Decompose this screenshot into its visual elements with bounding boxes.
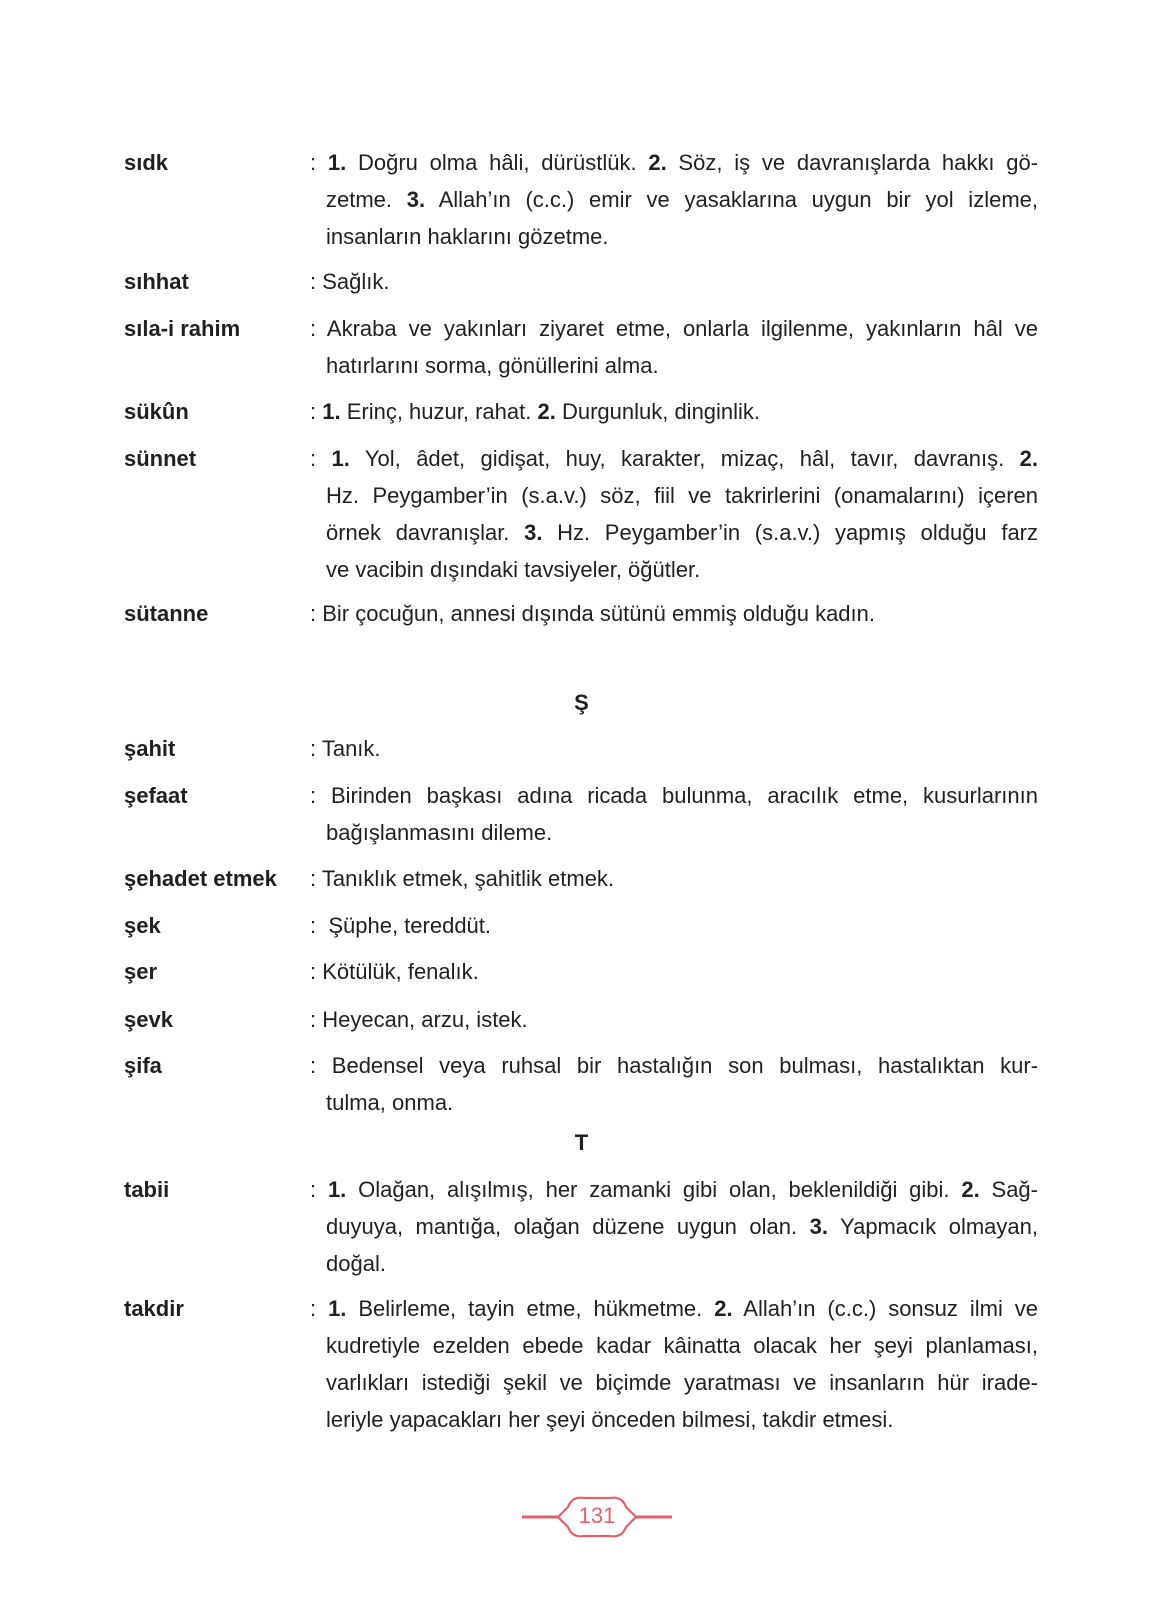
term: şahit <box>124 736 176 761</box>
term: sükûn <box>124 399 189 424</box>
term: sünnet <box>124 446 197 471</box>
definition: : Tanıklık etmek, şahitlik etmek. <box>310 866 615 891</box>
term: şifa <box>124 1053 162 1078</box>
definition: : Bir çocuğun, annesi dışında sütünü emmiş olduğu kadın. <box>310 601 876 626</box>
definition: : Tanık. <box>310 736 381 761</box>
page-number: 131 <box>578 1503 616 1528</box>
definition: : Heyecan, arzu, istek. <box>310 1007 528 1032</box>
section-letter-s-cedilla: Ş <box>574 690 589 715</box>
definition: : 1. Doğru olma hâli, dürüstlük. 2. Söz, iş ve davranışlarda hakkı gö- zetme. 3. Allah’ın (c.c.) emir ve yasaklarına uygun bir yol izleme, insanların haklarını gözetme. <box>310 150 1039 249</box>
term: sıla-i rahim <box>124 316 241 341</box>
term: sıdk <box>124 150 169 175</box>
definition: : 1. Yol, âdet, gidişat, huy, karakter, mizaç, hâl, tavır, davranış. 2. Hz. Peygamber’in (s.a.v.) söz, fiil ve takrirlerini (onamalarını) içeren örnek davranışlar. 3. Hz. Peygamber’in (s.a.v.) yapmış olduğu farz ve vacibin dışındaki tavsiyeler, öğütler. <box>310 446 1039 582</box>
term: tabii <box>124 1177 170 1202</box>
term: sütanne <box>124 601 209 626</box>
definition: : Sağlık. <box>310 269 390 294</box>
term: takdir <box>124 1296 184 1321</box>
definition: : 1. Belirleme, tayin etme, hükmetme. 2. Allah’ın (c.c.) sonsuz ilmi ve kudretiyle ezelden ebede kadar kâinatta olacak her şeyi planlaması, varlıkları istediği şekil ve biçimde yaratması ve insanların hür irade- leriyle yapacakları her şeyi önceden bilmesi, takdir etmesi. <box>310 1296 1039 1432</box>
definition: : Birinden başkası adına ricada bulunma, aracılık etme, kusurlarının bağışlanmasını dileme. <box>310 783 1038 845</box>
definition: : Şüphe, tereddüt. <box>310 913 492 938</box>
definition: : 1. Erinç, huzur, rahat. 2. Durgunluk, dinginlik. <box>310 399 761 424</box>
section-letter-t: T <box>574 1130 589 1155</box>
page-number-footer <box>522 1490 672 1544</box>
term: şehadet etmek <box>124 866 277 891</box>
term: şefaat <box>124 783 188 808</box>
term: şer <box>124 959 158 984</box>
term: şevk <box>124 1007 173 1032</box>
term: sıhhat <box>124 269 189 294</box>
definition: : Akraba ve yakınları ziyaret etme, onlarla ilgilenme, yakınların hâl ve hatırlarını sorma, gönüllerini alma. <box>310 316 1038 378</box>
definition: : Kötülük, fenalık. <box>310 959 479 984</box>
definition: : 1. Olağan, alışılmış, her zamanki gibi olan, beklenildiği gibi. 2. Sağ- duyuya, mantığa, olağan düzene uygun olan. 3. Yapmacık olmayan, doğal. <box>310 1177 1038 1276</box>
definition: : Bedensel veya ruhsal bir hastalığın son bulması, hastalıktan kur- tulma, onma. <box>310 1053 1038 1115</box>
term: şek <box>124 913 161 938</box>
